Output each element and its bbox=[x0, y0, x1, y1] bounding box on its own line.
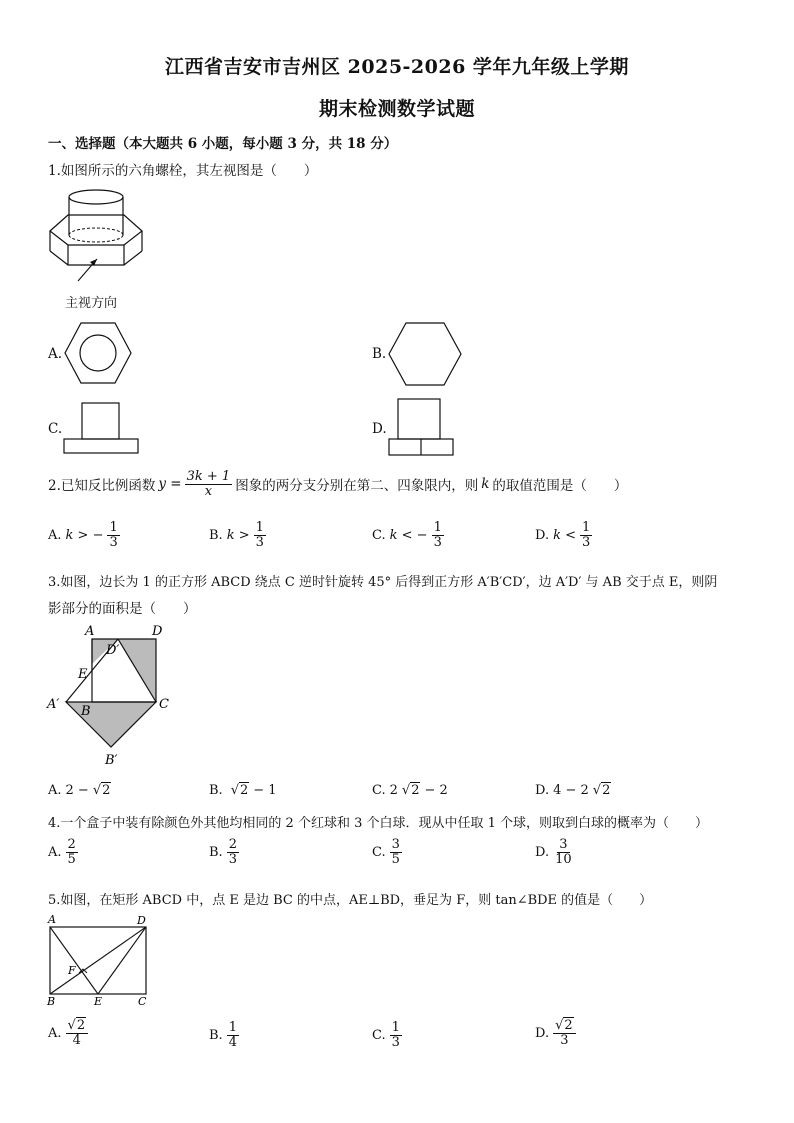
q4-option-a bbox=[48, 838, 78, 866]
q4-option-c-label: C. bbox=[372, 844, 386, 860]
q2-func-lhs: y = bbox=[158, 476, 182, 493]
q2-option-d-den: 3 bbox=[582, 534, 591, 550]
q3-option-c-pre: 2 bbox=[389, 783, 398, 798]
q1-option-a-figure bbox=[64, 322, 132, 384]
q4-option-c bbox=[372, 838, 402, 866]
q1-option-d-figure bbox=[388, 398, 454, 456]
q2-stem-post: 图象的两分支分别在第二、四象限内，则 bbox=[235, 478, 479, 495]
q5-label-e: E bbox=[94, 995, 103, 1008]
q3-option-b bbox=[209, 783, 277, 798]
q3-square-figure bbox=[44, 620, 184, 770]
q4-option-d-num: 3 bbox=[559, 837, 568, 852]
q2-stem-post2: 的取值范围是（ ） bbox=[492, 478, 628, 495]
q2-option-a bbox=[48, 521, 120, 549]
q1-option-d-label: D. bbox=[372, 421, 387, 437]
q2-option-a-num: 1 bbox=[109, 520, 118, 535]
q3-label-a: A bbox=[85, 624, 95, 639]
q5-stem: 5.如图，在矩形 ABCD 中，点 E 是边 BC 的中点，AE⊥BD，垂足为 F，则 tan∠BDE 的值是（ ） bbox=[48, 893, 653, 908]
q2-option-b bbox=[209, 521, 266, 549]
q4-option-c-num: 3 bbox=[391, 837, 400, 852]
q2-func-fraction bbox=[185, 470, 233, 498]
q1-stem: 1.如图所示的六角螺栓，其左视图是（ ） bbox=[48, 163, 318, 179]
q3-stem-line2: 影部分的面积是（ ） bbox=[48, 601, 197, 617]
q3-label-dp: D′ bbox=[106, 643, 120, 658]
q2-option-d-label: D. bbox=[535, 527, 550, 543]
q3-option-b-post: − 1 bbox=[253, 783, 277, 798]
q4-option-b-num: 2 bbox=[228, 837, 237, 852]
q3-option-a bbox=[48, 783, 115, 798]
q2-option-a-label: A. bbox=[48, 527, 62, 543]
page-title: 江西省吉安市吉州区 2025-2026 学年九年级上学期 bbox=[165, 56, 629, 78]
q5-option-c-label: C. bbox=[372, 1027, 386, 1043]
q1-option-c-figure bbox=[63, 402, 139, 454]
q3-option-c bbox=[372, 783, 448, 798]
q5-option-b-num: 1 bbox=[228, 1020, 237, 1035]
q5-rectangle-figure bbox=[44, 912, 156, 1008]
q3-option-a-pre: 2 − bbox=[65, 783, 89, 798]
q1-option-b-label: B. bbox=[372, 346, 387, 362]
q2-func-numerator: 3k + 1 bbox=[186, 469, 231, 484]
q3-option-a-sqrt: √2 bbox=[92, 783, 111, 798]
q3-label-c: C bbox=[159, 697, 169, 712]
q5-option-b-fraction bbox=[227, 1021, 239, 1049]
q2-option-c-label: C. bbox=[372, 527, 386, 543]
q2-stem-pre: 2.已知反比例函数 bbox=[48, 478, 156, 495]
q3-option-c-label: C. bbox=[372, 783, 386, 798]
q2-option-b-num: 1 bbox=[255, 520, 264, 535]
q5-option-d-num: √2 bbox=[553, 1019, 576, 1034]
q3-label-d: D bbox=[152, 624, 163, 639]
q1-option-c-label: C. bbox=[48, 421, 63, 437]
q5-label-a: A bbox=[48, 913, 56, 926]
q2-k-var: k bbox=[481, 476, 490, 493]
q5-option-d-den: 3 bbox=[560, 1032, 569, 1048]
q2-option-b-label: B. bbox=[209, 527, 223, 543]
q2-option-b-fraction bbox=[254, 521, 266, 549]
q4-option-a-fraction bbox=[66, 838, 78, 866]
q2-option-a-fraction bbox=[107, 521, 119, 549]
q4-option-c-den: 5 bbox=[391, 851, 400, 867]
q5-option-d bbox=[535, 1019, 576, 1047]
q3-option-c-post: − 2 bbox=[424, 783, 448, 798]
page-subtitle: 期末检测数学试题 bbox=[318, 98, 475, 120]
q1-option-b-figure bbox=[388, 322, 462, 386]
q2-option-c-den: 3 bbox=[433, 534, 442, 550]
q5-label-d: D bbox=[137, 914, 146, 927]
q3-option-d-sqrt: √2 bbox=[592, 783, 611, 798]
q2-option-c-expr: k < − bbox=[389, 527, 428, 543]
q2-option-a-den: 3 bbox=[109, 534, 118, 550]
q4-option-d-den: 10 bbox=[555, 851, 572, 867]
q5-option-b-den: 4 bbox=[228, 1034, 237, 1050]
q5-label-c: C bbox=[138, 995, 147, 1008]
q3-stem-line1: 3.如图，边长为 1 的正方形 ABCD 绕点 C 逆时针旋转 45° 后得到正方形 A′B′CD′，边 A′D′ 与 AB 交于点 E，则阴 bbox=[48, 575, 718, 590]
q3-label-bp: B′ bbox=[105, 753, 118, 768]
q4-option-b bbox=[209, 838, 239, 866]
q5-option-c-num: 1 bbox=[391, 1020, 400, 1035]
q5-option-a-label: A. bbox=[48, 1025, 62, 1041]
q1-option-a-label: A. bbox=[48, 346, 63, 362]
q2-option-b-den: 3 bbox=[255, 534, 264, 550]
q2-option-d-expr: k < bbox=[553, 527, 576, 543]
q5-option-d-fraction bbox=[553, 1019, 576, 1047]
q5-option-b bbox=[209, 1021, 239, 1049]
q5-option-c bbox=[372, 1021, 402, 1049]
q2-option-c-num: 1 bbox=[433, 520, 442, 535]
q3-label-b: B bbox=[81, 704, 91, 719]
q3-option-b-label: B. bbox=[209, 783, 223, 798]
q3-label-e: E bbox=[78, 667, 88, 682]
q3-label-ap: A′ bbox=[47, 697, 60, 712]
q3-option-d-pre: 4 − 2 bbox=[553, 783, 589, 798]
section-heading: 一、选择题（本大题共 6 小题，每小题 3 分，共 18 分） bbox=[48, 136, 398, 152]
q5-option-c-den: 3 bbox=[391, 1034, 400, 1050]
q4-option-a-label: A. bbox=[48, 844, 62, 860]
q3-option-d bbox=[535, 783, 615, 798]
q5-label-f: F bbox=[68, 964, 76, 977]
q4-option-a-den: 5 bbox=[67, 851, 76, 867]
q4-option-c-fraction bbox=[390, 838, 402, 866]
q5-label-b: B bbox=[47, 995, 56, 1008]
q4-option-a-num: 2 bbox=[67, 837, 76, 852]
q5-option-b-label: B. bbox=[209, 1027, 223, 1043]
q4-option-b-fraction bbox=[227, 838, 239, 866]
q5-option-c-fraction bbox=[390, 1021, 402, 1049]
q3-option-d-label: D. bbox=[535, 783, 550, 798]
q3-option-b-sqrt: √2 bbox=[230, 783, 249, 798]
q4-option-d-fraction bbox=[553, 838, 574, 866]
q1-bolt-figure bbox=[48, 185, 168, 295]
q2-option-c-fraction bbox=[432, 521, 444, 549]
q2-option-d-fraction bbox=[580, 521, 592, 549]
q4-stem: 4.一个盒子中装有除颜色外其他均相同的 2 个红球和 3 个白球．现从中任取 1 个球，则取到白球的概率为（ ） bbox=[48, 816, 709, 831]
q4-option-b-label: B. bbox=[209, 844, 223, 860]
q2-option-d-num: 1 bbox=[582, 520, 591, 535]
q5-option-a-num: √2 bbox=[66, 1019, 89, 1034]
q5-option-a bbox=[48, 1019, 88, 1047]
q4-option-d-label: D. bbox=[535, 844, 550, 860]
q3-option-c-sqrt: √2 bbox=[401, 783, 420, 798]
q4-option-b-den: 3 bbox=[228, 851, 237, 867]
q2-option-c bbox=[372, 521, 444, 549]
q2-func-denominator: x bbox=[204, 483, 213, 499]
q1-direction-label: 主视方向 bbox=[65, 296, 118, 311]
q2-option-b-expr: k > bbox=[226, 527, 250, 543]
q4-option-d bbox=[535, 838, 574, 866]
q5-option-a-fraction bbox=[66, 1019, 89, 1047]
q2-option-a-expr: k > − bbox=[65, 527, 104, 543]
q2-option-d bbox=[535, 521, 592, 549]
q2-stem bbox=[48, 470, 627, 498]
q3-option-a-label: A. bbox=[48, 783, 62, 798]
q5-option-d-label: D. bbox=[535, 1025, 550, 1041]
q5-option-a-den: 4 bbox=[72, 1032, 81, 1048]
